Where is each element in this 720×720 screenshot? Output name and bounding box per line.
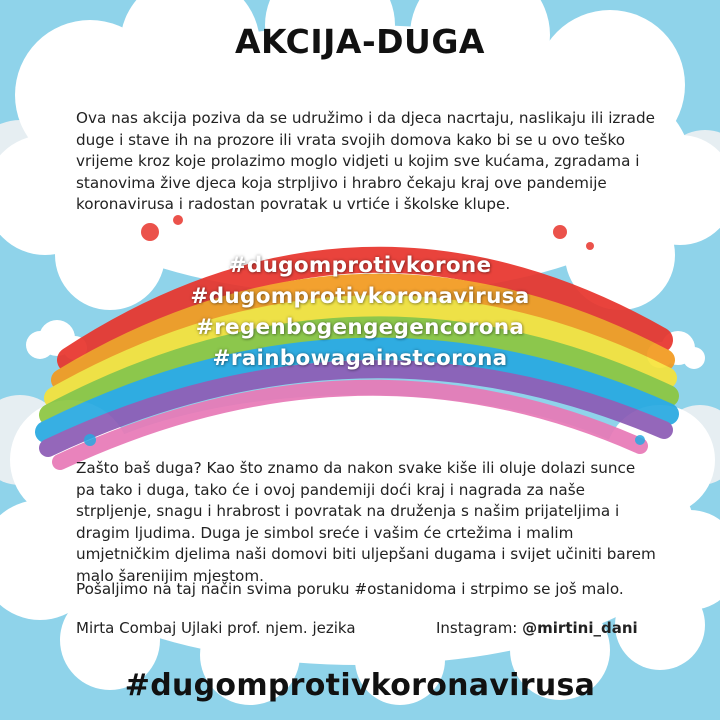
instagram-label: Instagram: <box>436 619 518 637</box>
closing-paragraph: Pošaljimo na taj način svima poruku #ostanidoma i strpimo se još malo. <box>76 580 624 598</box>
hashtag-group <box>0 250 720 374</box>
instagram-handle: @mirtini_dani <box>522 619 638 637</box>
intro-paragraph: Ova nas akcija poziva da se udružimo i da djeca nacrtaju, naslikaju ili izrade duge i stave ih na prozore ili vrata svojih domova kako bi se u ovo teško vrijeme kroz koje prolazimo moglo vidjeti u kojim sve kućama, zgradama i stanovima žive djeca koja strpljivo i hrabro čekaju kraj ove pandemije koronavirusa i radostan povratak u vrtiće i školske klupe. <box>76 109 655 213</box>
hashtag-regenbogengegencorona: #regenbogengegencorona <box>195 315 525 340</box>
instagram-credit <box>436 619 638 637</box>
hashtag-rainbowagainstcorona: #rainbowagainstcorona <box>212 346 508 371</box>
author-credit: Mirta Combaj Ujlaki prof. njem. jezika <box>76 619 356 637</box>
hashtag-dugomprotivkoronavirusa: #dugomprotivkoronavirusa <box>190 284 530 309</box>
footer-hashtag: #dugomprotivkoronavirusa <box>124 668 596 703</box>
hashtag-dugomprotivkorone: #dugomprotivkorone <box>228 253 492 278</box>
why-paragraph: Zašto baš duga? Kao što znamo da nakon svake kiše ili oluje dolazi sunce pa tako i duga, tako će i ovoj pandemiji doći kraj i nagrada za naše strpljenje, snagu i hrabrost i povratak na druženja s našim prijateljima i dragim ljudima. Duga je simbol sreće i vašim će crtežima i malim umjetničkim djelima naši domovi biti uljepšani dugama i svijet učiniti barem malo šarenijim mjestom. <box>76 459 656 585</box>
page-title: AKCIJA-DUGA <box>235 22 485 61</box>
